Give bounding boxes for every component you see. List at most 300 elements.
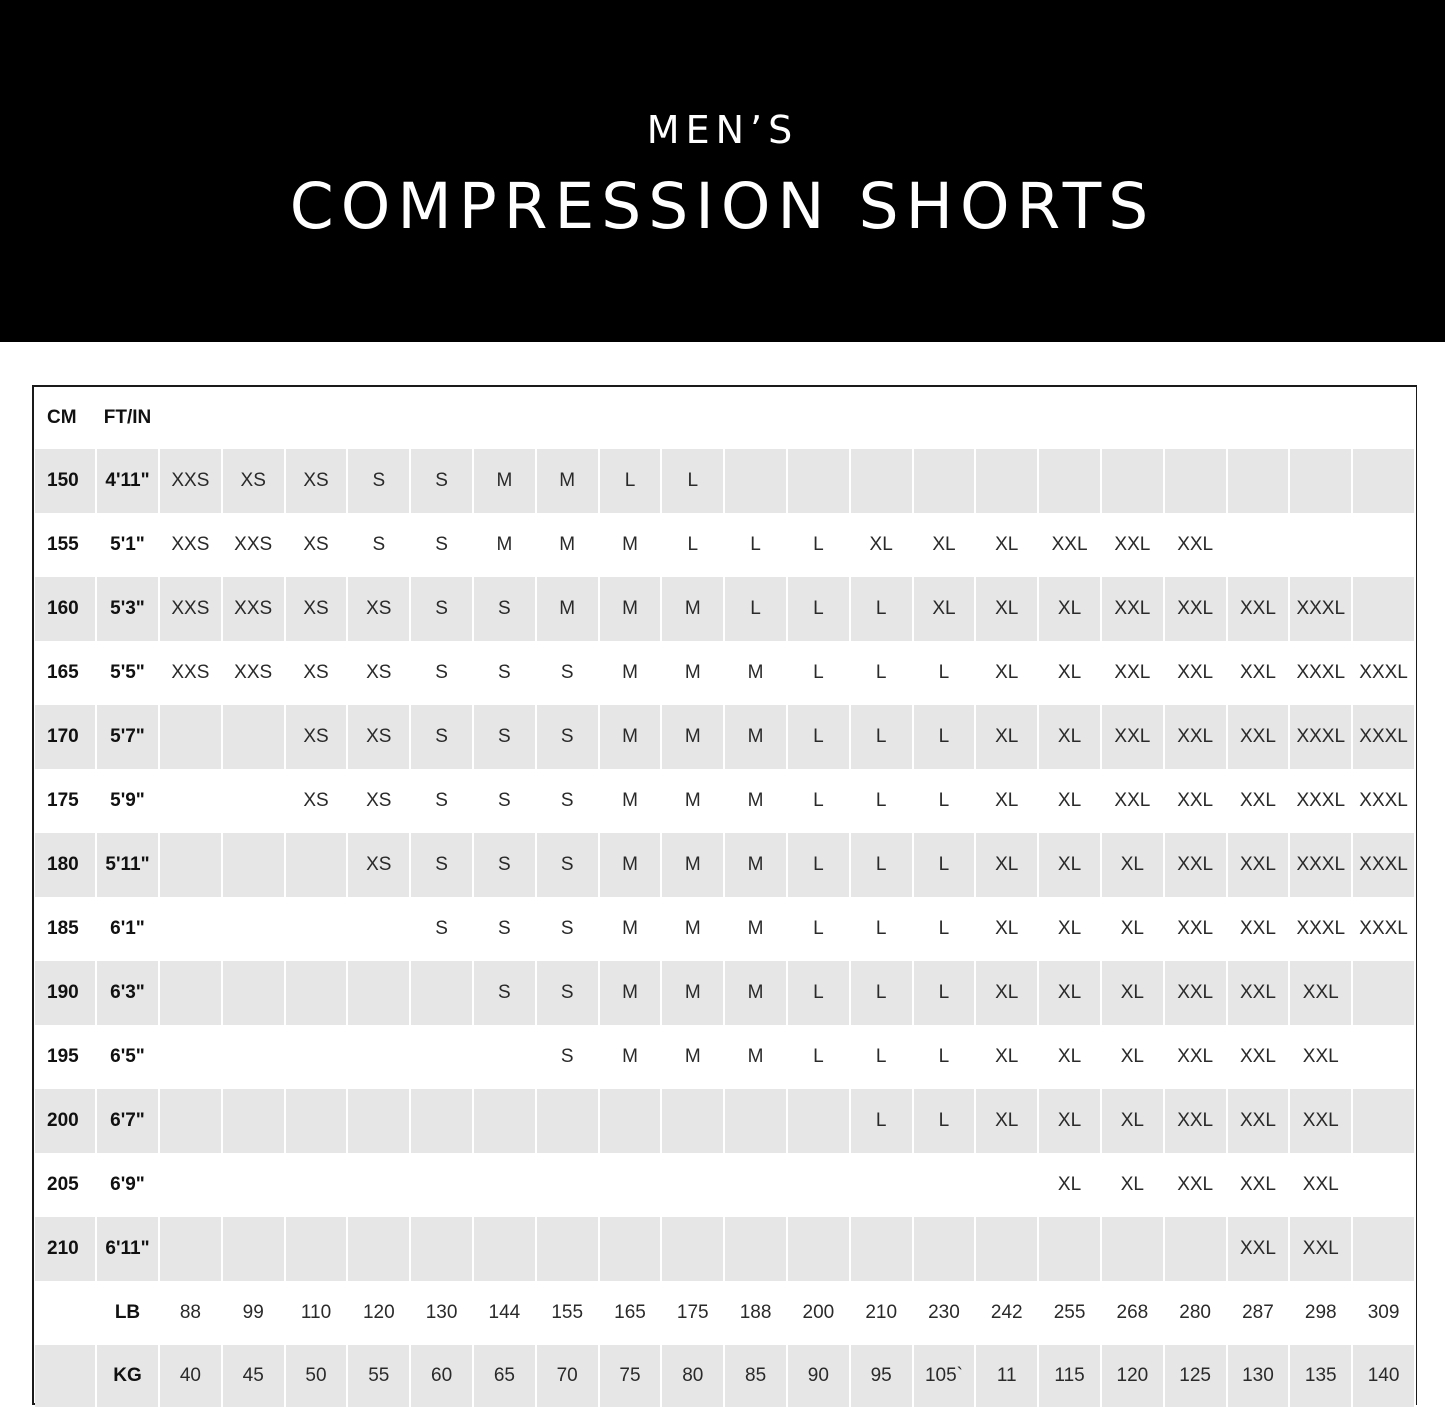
weight-lb-cell: 268 — [1102, 1281, 1165, 1345]
height-row — [35, 1089, 1416, 1153]
size-cell — [160, 897, 223, 961]
size-cell: S — [411, 513, 474, 577]
weight-lb-cell: 110 — [286, 1281, 349, 1345]
size-cell: M — [600, 961, 663, 1025]
size-cell — [411, 1153, 474, 1217]
size-cell: XXL — [1165, 705, 1228, 769]
size-cell: XL — [976, 1025, 1039, 1089]
size-cell: S — [348, 449, 411, 513]
size-cell — [1228, 513, 1291, 577]
weight-lb-cell: 155 — [537, 1281, 600, 1345]
size-cell: M — [600, 641, 663, 705]
size-cell: XL — [1102, 833, 1165, 897]
size-cell: M — [662, 769, 725, 833]
size-cell: M — [662, 1025, 725, 1089]
size-cell: S — [411, 577, 474, 641]
lb-label: LB — [97, 1281, 160, 1345]
size-cell: XS — [286, 449, 349, 513]
size-cell: L — [851, 961, 914, 1025]
size-cell: L — [788, 961, 851, 1025]
header-blank-cell — [1290, 387, 1353, 449]
size-cell: M — [600, 833, 663, 897]
size-cell — [223, 1025, 286, 1089]
size-cell — [725, 1217, 788, 1281]
size-cell: XXXL — [1290, 705, 1353, 769]
size-cell — [223, 833, 286, 897]
size-cell: XL — [1102, 961, 1165, 1025]
size-cell: XXL — [1102, 577, 1165, 641]
size-cell: L — [725, 513, 788, 577]
size-cell — [976, 449, 1039, 513]
size-cell — [160, 1153, 223, 1217]
size-cell — [1165, 1217, 1228, 1281]
size-cell: M — [725, 897, 788, 961]
height-ftin: 6'1" — [97, 897, 160, 961]
height-row — [35, 513, 1416, 577]
size-cell: L — [851, 1025, 914, 1089]
cm-column-header: CM — [35, 387, 97, 449]
size-cell — [851, 1217, 914, 1281]
size-cell: XXL — [1290, 961, 1353, 1025]
size-cell: XL — [1102, 1153, 1165, 1217]
size-cell: XXL — [1165, 769, 1228, 833]
weight-kg-cell: 130 — [1228, 1345, 1291, 1407]
size-cell — [662, 1153, 725, 1217]
size-cell — [1039, 1217, 1102, 1281]
size-cell: XS — [348, 769, 411, 833]
size-cell: L — [851, 897, 914, 961]
size-cell: S — [411, 705, 474, 769]
size-cell: XS — [286, 641, 349, 705]
size-cell: S — [348, 513, 411, 577]
header-blank-cell — [537, 387, 600, 449]
weight-lb-cell: 255 — [1039, 1281, 1102, 1345]
size-cell: L — [662, 513, 725, 577]
header-blank-cell — [662, 387, 725, 449]
size-cell: L — [788, 769, 851, 833]
size-cell: XL — [1102, 897, 1165, 961]
size-cell: XL — [1039, 897, 1102, 961]
size-cell: S — [474, 641, 537, 705]
size-cell: L — [788, 577, 851, 641]
height-cm: 180 — [35, 833, 97, 897]
height-row — [35, 1153, 1416, 1217]
header-blank-cell — [474, 387, 537, 449]
height-cm: 160 — [35, 577, 97, 641]
size-cell — [1228, 449, 1291, 513]
height-cm: 175 — [35, 769, 97, 833]
size-cell: M — [600, 577, 663, 641]
weight-kg-cell: 70 — [537, 1345, 600, 1407]
size-cell — [411, 1089, 474, 1153]
height-ftin: 5'11" — [97, 833, 160, 897]
weight-kg-cell: 80 — [662, 1345, 725, 1407]
height-cm: 200 — [35, 1089, 97, 1153]
size-cell: XXL — [1102, 769, 1165, 833]
size-cell: S — [537, 961, 600, 1025]
height-row — [35, 705, 1416, 769]
weight-kg-cell: 135 — [1290, 1345, 1353, 1407]
size-cell: L — [851, 641, 914, 705]
size-cell — [160, 1217, 223, 1281]
size-cell: XXXL — [1353, 641, 1416, 705]
size-cell — [1353, 1153, 1416, 1217]
height-cm: 210 — [35, 1217, 97, 1281]
size-cell: XXS — [223, 641, 286, 705]
lb-blank-cell — [35, 1281, 97, 1345]
size-cell — [1353, 1025, 1416, 1089]
size-cell: XXS — [223, 577, 286, 641]
size-cell: XXL — [1165, 833, 1228, 897]
header-blank-cell — [976, 387, 1039, 449]
size-cell: M — [537, 513, 600, 577]
height-cm: 170 — [35, 705, 97, 769]
weight-lb-cell: 88 — [160, 1281, 223, 1345]
size-cell: XXS — [223, 513, 286, 577]
size-cell: XXL — [1290, 1153, 1353, 1217]
size-cell: XL — [976, 641, 1039, 705]
size-cell: L — [788, 897, 851, 961]
weight-kg-cell: 11 — [976, 1345, 1039, 1407]
size-cell: XL — [976, 577, 1039, 641]
size-cell — [1039, 449, 1102, 513]
size-cell: XXL — [1228, 833, 1291, 897]
size-cell: XL — [976, 513, 1039, 577]
header-blank-cell — [286, 387, 349, 449]
size-cell — [1165, 449, 1228, 513]
weight-lb-cell: 130 — [411, 1281, 474, 1345]
size-cell: XL — [914, 513, 977, 577]
size-cell — [725, 1153, 788, 1217]
banner-title: COMPRESSION SHORTS — [289, 170, 1156, 243]
size-cell: S — [537, 641, 600, 705]
size-cell: XL — [1039, 1153, 1102, 1217]
header-blank-cell — [1102, 387, 1165, 449]
size-cell — [160, 1089, 223, 1153]
size-cell: M — [600, 513, 663, 577]
height-ftin: 6'9" — [97, 1153, 160, 1217]
size-cell: XXXL — [1353, 769, 1416, 833]
weight-kg-cell: 75 — [600, 1345, 663, 1407]
size-cell: XXL — [1165, 1153, 1228, 1217]
header-blank-cell — [160, 387, 223, 449]
size-cell: M — [725, 961, 788, 1025]
size-cell: XXL — [1165, 897, 1228, 961]
size-cell — [976, 1217, 1039, 1281]
size-cell: M — [600, 769, 663, 833]
size-cell: S — [411, 897, 474, 961]
size-cell: XL — [976, 705, 1039, 769]
height-cm: 150 — [35, 449, 97, 513]
size-cell: XL — [976, 833, 1039, 897]
size-cell: S — [537, 705, 600, 769]
size-cell — [348, 1025, 411, 1089]
size-cell: XXL — [1102, 513, 1165, 577]
size-cell: XXXL — [1353, 897, 1416, 961]
size-cell — [788, 1089, 851, 1153]
weight-kg-cell: 125 — [1165, 1345, 1228, 1407]
header-blank-cell — [851, 387, 914, 449]
size-cell: M — [662, 897, 725, 961]
size-chart — [32, 385, 1417, 1405]
size-table — [35, 387, 1416, 1407]
weight-lb-cell: 144 — [474, 1281, 537, 1345]
size-cell: XXL — [1290, 1217, 1353, 1281]
size-cell: S — [474, 577, 537, 641]
size-cell: XXL — [1228, 961, 1291, 1025]
header-blank-cell — [1228, 387, 1291, 449]
size-cell — [788, 449, 851, 513]
height-ftin: 5'7" — [97, 705, 160, 769]
size-cell: M — [662, 641, 725, 705]
size-cell — [286, 1025, 349, 1089]
size-cell: XL — [976, 961, 1039, 1025]
size-cell: M — [725, 769, 788, 833]
weight-kg-cell: 140 — [1353, 1345, 1416, 1407]
size-cell — [725, 449, 788, 513]
size-cell: M — [474, 449, 537, 513]
size-cell — [160, 705, 223, 769]
size-cell — [1353, 961, 1416, 1025]
height-ftin: 6'7" — [97, 1089, 160, 1153]
size-cell: M — [600, 705, 663, 769]
height-row — [35, 961, 1416, 1025]
size-cell: XS — [348, 833, 411, 897]
size-cell: XXL — [1165, 641, 1228, 705]
height-ftin: 5'9" — [97, 769, 160, 833]
weight-kg-cell: 45 — [223, 1345, 286, 1407]
size-cell: S — [537, 833, 600, 897]
size-cell: XL — [976, 769, 1039, 833]
size-cell — [537, 1153, 600, 1217]
weight-kg-cell: 40 — [160, 1345, 223, 1407]
size-cell — [474, 1217, 537, 1281]
weight-kg-cell: 55 — [348, 1345, 411, 1407]
size-cell: XXS — [160, 513, 223, 577]
size-cell — [223, 1089, 286, 1153]
weight-kg-cell: 50 — [286, 1345, 349, 1407]
title-banner — [0, 0, 1445, 342]
size-cell: S — [474, 961, 537, 1025]
size-cell: XXL — [1228, 1025, 1291, 1089]
size-cell: XXXL — [1290, 577, 1353, 641]
size-cell: XXL — [1165, 577, 1228, 641]
size-cell — [537, 1217, 600, 1281]
size-cell: XS — [286, 705, 349, 769]
size-cell: S — [411, 641, 474, 705]
weight-lb-cell: 298 — [1290, 1281, 1353, 1345]
size-cell — [1290, 513, 1353, 577]
size-cell: M — [725, 1025, 788, 1089]
size-cell — [600, 1089, 663, 1153]
size-cell: S — [411, 449, 474, 513]
size-cell — [348, 1217, 411, 1281]
size-cell: XXL — [1228, 641, 1291, 705]
header-blank-cell — [1353, 387, 1416, 449]
weight-lb-cell: 200 — [788, 1281, 851, 1345]
size-cell: M — [662, 705, 725, 769]
size-cell: L — [914, 705, 977, 769]
height-ftin: 5'3" — [97, 577, 160, 641]
header-blank-cell — [1039, 387, 1102, 449]
size-cell — [160, 833, 223, 897]
size-cell: XL — [976, 897, 1039, 961]
size-cell: XXS — [160, 641, 223, 705]
size-cell: XXL — [1228, 705, 1291, 769]
size-cell — [914, 1153, 977, 1217]
size-cell: XL — [1102, 1089, 1165, 1153]
height-ftin: 6'5" — [97, 1025, 160, 1089]
size-cell — [411, 961, 474, 1025]
header-blank-cell — [1165, 387, 1228, 449]
height-row — [35, 1217, 1416, 1281]
height-row — [35, 1025, 1416, 1089]
size-cell — [348, 897, 411, 961]
kg-label: KG — [97, 1345, 160, 1407]
size-cell: XXL — [1165, 1025, 1228, 1089]
size-cell — [1102, 1217, 1165, 1281]
size-cell — [976, 1153, 1039, 1217]
size-cell — [286, 1089, 349, 1153]
size-cell — [474, 1089, 537, 1153]
size-cell — [1102, 449, 1165, 513]
header-blank-cell — [348, 387, 411, 449]
weight-kg-cell: 95 — [851, 1345, 914, 1407]
size-cell — [914, 1217, 977, 1281]
size-cell: XXL — [1228, 769, 1291, 833]
size-cell: XL — [851, 513, 914, 577]
weight-lb-cell: 120 — [348, 1281, 411, 1345]
size-cell: M — [537, 449, 600, 513]
size-cell — [348, 961, 411, 1025]
height-cm: 190 — [35, 961, 97, 1025]
size-cell — [1353, 449, 1416, 513]
size-cell: M — [474, 513, 537, 577]
size-cell — [411, 1217, 474, 1281]
size-cell: S — [474, 705, 537, 769]
size-cell — [474, 1153, 537, 1217]
size-cell: XXL — [1165, 513, 1228, 577]
size-cell: L — [914, 833, 977, 897]
size-cell: M — [537, 577, 600, 641]
size-cell: L — [851, 833, 914, 897]
banner-subtitle: MEN’S — [646, 108, 799, 152]
size-cell: XS — [223, 449, 286, 513]
weight-kg-cell: 105` — [914, 1345, 977, 1407]
header-blank-cell — [600, 387, 663, 449]
size-cell — [662, 1217, 725, 1281]
size-cell — [286, 1153, 349, 1217]
size-cell — [914, 449, 977, 513]
size-cell: XL — [1039, 577, 1102, 641]
kg-blank-cell — [35, 1345, 97, 1407]
size-cell: L — [600, 449, 663, 513]
size-cell — [788, 1153, 851, 1217]
size-cell: L — [851, 705, 914, 769]
size-cell — [725, 1089, 788, 1153]
size-cell — [223, 769, 286, 833]
size-cell: XL — [914, 577, 977, 641]
size-cell — [1353, 577, 1416, 641]
weight-lb-cell: 99 — [223, 1281, 286, 1345]
size-cell: XXXL — [1290, 769, 1353, 833]
size-cell: M — [662, 833, 725, 897]
size-cell — [851, 1153, 914, 1217]
size-cell: S — [411, 769, 474, 833]
size-cell — [286, 1217, 349, 1281]
height-ftin: 6'3" — [97, 961, 160, 1025]
size-cell — [788, 1217, 851, 1281]
size-cell: XXL — [1165, 1089, 1228, 1153]
size-cell: XL — [1039, 961, 1102, 1025]
size-cell: XL — [976, 1089, 1039, 1153]
weight-lb-row — [35, 1281, 1416, 1345]
size-cell: M — [662, 577, 725, 641]
weight-lb-cell: 280 — [1165, 1281, 1228, 1345]
weight-lb-cell: 175 — [662, 1281, 725, 1345]
size-cell: L — [914, 897, 977, 961]
size-cell — [411, 1025, 474, 1089]
height-ftin: 5'1" — [97, 513, 160, 577]
size-cell: XXXL — [1290, 641, 1353, 705]
size-cell: XXL — [1228, 577, 1291, 641]
size-cell: M — [725, 705, 788, 769]
size-cell: L — [788, 513, 851, 577]
size-cell — [223, 1153, 286, 1217]
size-cell — [223, 961, 286, 1025]
height-cm: 185 — [35, 897, 97, 961]
size-cell — [286, 961, 349, 1025]
size-cell: S — [474, 833, 537, 897]
weight-kg-row — [35, 1345, 1416, 1407]
size-cell: XXL — [1228, 1089, 1291, 1153]
size-cell: XXL — [1039, 513, 1102, 577]
size-cell — [537, 1089, 600, 1153]
size-cell: XL — [1039, 1089, 1102, 1153]
size-cell: XL — [1039, 1025, 1102, 1089]
size-cell: XS — [286, 769, 349, 833]
size-cell — [1353, 1217, 1416, 1281]
size-cell: XXXL — [1353, 705, 1416, 769]
height-cm: 205 — [35, 1153, 97, 1217]
size-cell — [223, 705, 286, 769]
size-cell: L — [914, 961, 977, 1025]
size-cell: XL — [1039, 769, 1102, 833]
height-row — [35, 449, 1416, 513]
size-cell: XXL — [1228, 1217, 1291, 1281]
weight-kg-cell: 85 — [725, 1345, 788, 1407]
size-cell — [160, 1025, 223, 1089]
size-cell — [160, 769, 223, 833]
size-cell — [662, 1089, 725, 1153]
size-cell: XXL — [1228, 897, 1291, 961]
height-row — [35, 577, 1416, 641]
size-cell — [286, 897, 349, 961]
size-cell: L — [788, 641, 851, 705]
size-cell: XXS — [160, 577, 223, 641]
height-ftin: 5'5" — [97, 641, 160, 705]
size-cell — [348, 1089, 411, 1153]
size-cell: XXXL — [1353, 833, 1416, 897]
size-cell: S — [537, 897, 600, 961]
size-cell: XS — [286, 577, 349, 641]
size-cell: M — [725, 833, 788, 897]
size-cell — [348, 1153, 411, 1217]
size-cell — [851, 449, 914, 513]
size-cell — [1353, 1089, 1416, 1153]
size-cell: S — [537, 769, 600, 833]
size-cell: L — [662, 449, 725, 513]
